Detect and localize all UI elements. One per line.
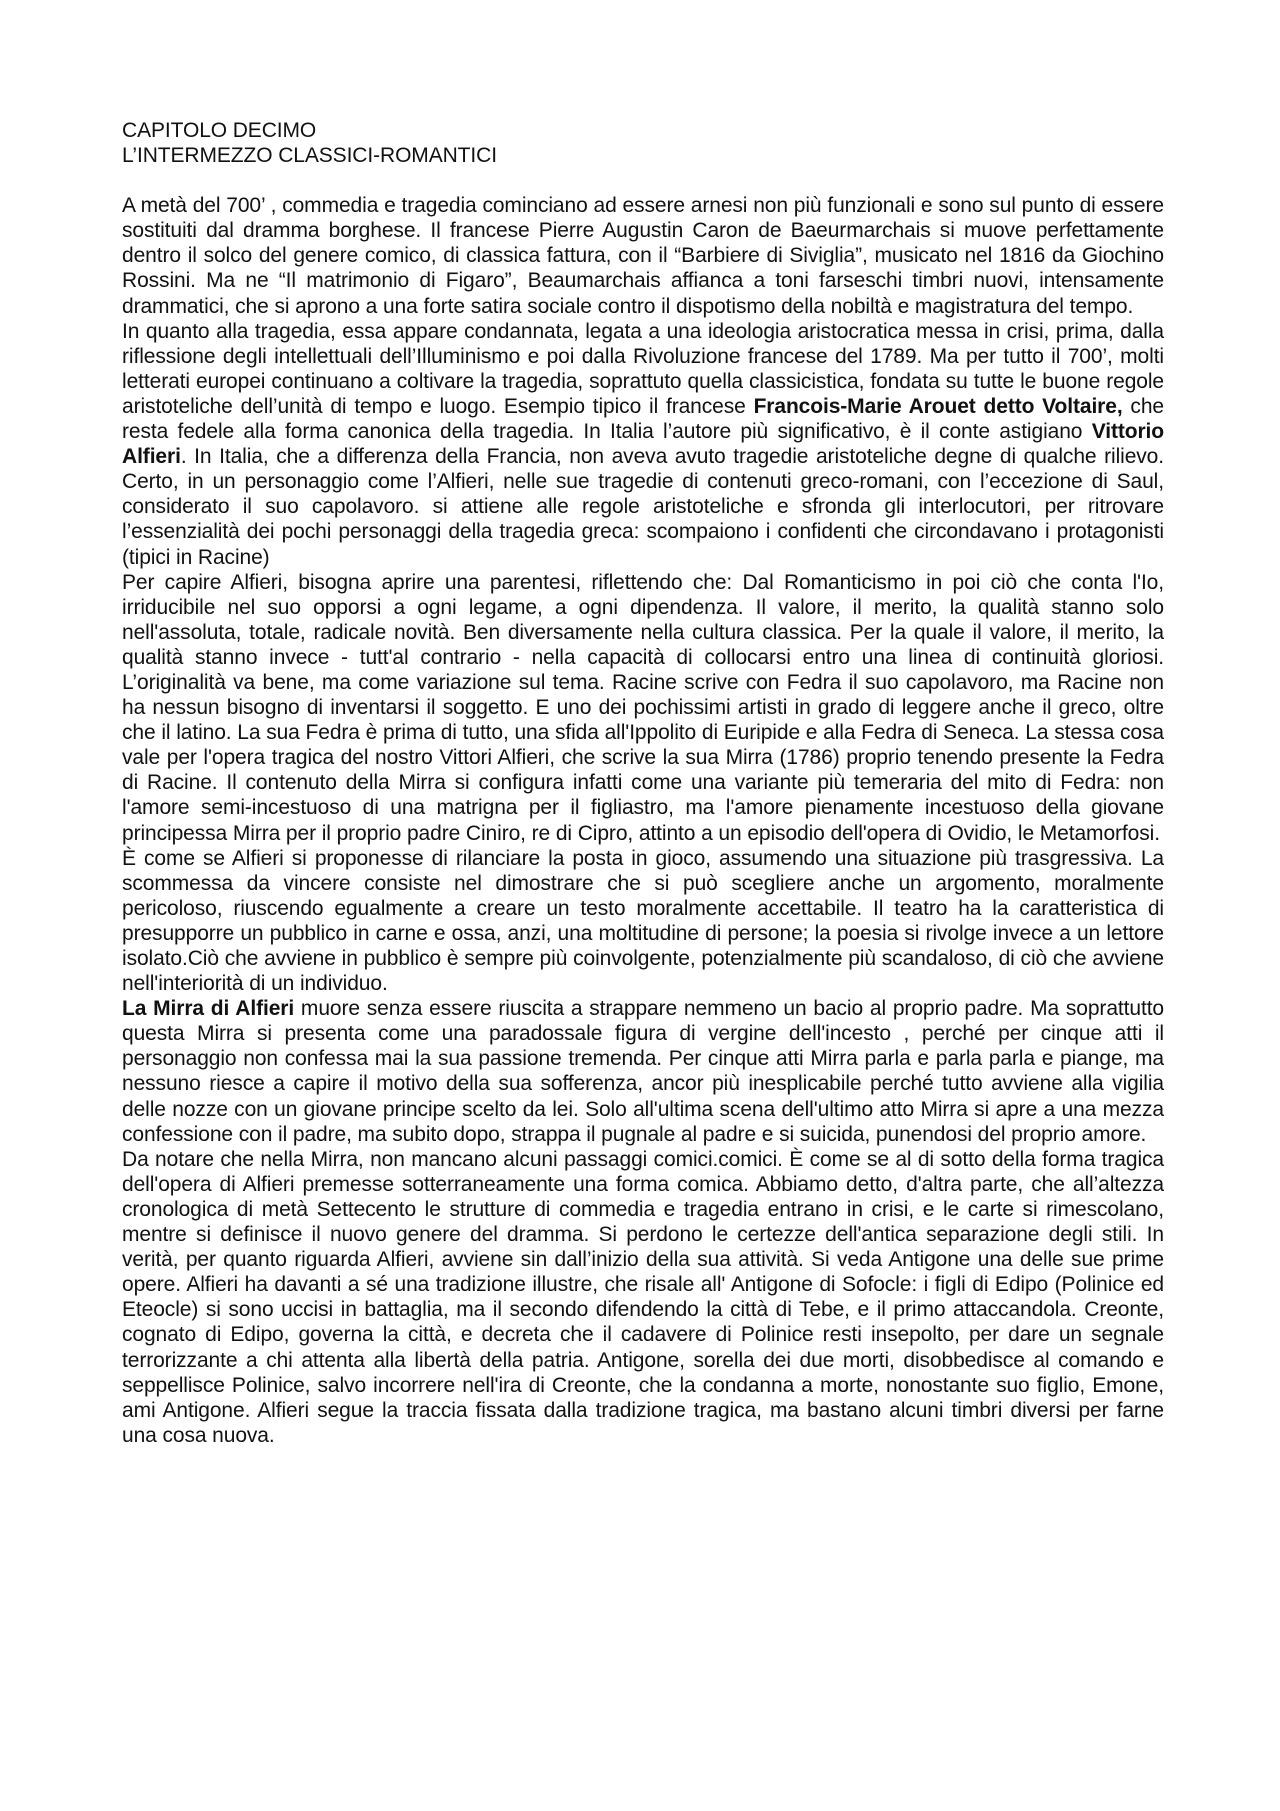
chapter-title: L’INTERMEZZO CLASSICI-ROMANTICI: [122, 144, 497, 168]
paragraph-comici: [122, 1147, 1164, 1448]
bold-name-voltaire: Francois-Marie Arouet detto Voltaire,: [753, 394, 1123, 418]
paragraph-text: che resta fedele alla forma canonica della tragedia. In Italia l’autore più significativo, è il conte astigiano: [122, 394, 1164, 444]
bold-mirra-di-alfieri: La Mirra di Alfieri: [122, 997, 295, 1021]
paragraph-text: A metà del 700’ , commedia e tragedia cominciano ad essere arnesi non più funzionali e sono sul punto di essere sostituiti dal dramma borghese. Il francese Pierre Augustin Caron de Baeurmarchais si muove perfettamente dentro il solco del genere comico, di classica fattura, con il “Barbiere di Siviglia”, musicato nel 1816 da Giochino Rossini. Ma ne “Il matrimonio di Figaro”, Beaumarchais affianca a toni farseschi timbri nuovi, intensamente drammatici, che si aprono a una forte satira sociale contro il dispotismo della nobiltà e magistratura del tempo.: [122, 194, 1164, 318]
paragraph-romanticismo: [122, 570, 1164, 846]
paragraph-text: muore senza essere riuscita a strappare nemmeno un bacio al proprio padre. Ma soprattutto questa Mirra si presenta come una paradossale figura di vergine dell'incesto , perché per cinque atti il personaggio non confessa mai la sua passione tremenda. Per cinque atti Mirra parla e parla parla e piange, ma nessuno riesce a capire il motivo della sua sofferenza, ancor più inesplicabile perché tutto avviene alla vigilia delle nozze con un giovane principe scelto da lei. Solo all'ultima scena dell'ultimo atto Mirra si apre a una mezza confessione con il padre, ma subito dopo, strappa il pugnale al padre e si suicida, punendosi del proprio amore.: [122, 997, 1165, 1146]
paragraph-text: In quanto alla tragedia, essa appare condannata, legata a una ideologia aristocratica messa in crisi, prima, dalla riflessione degli intellettuali dell’Illuminismo e poi dalla Rivoluzione francese del 1789. Ma per tutto il 700’, molti letterati europei continuano a coltivare la tragedia, soprattuto quella classicistica, fondata su tutte le buone regole aristoteliche dell’unità di tempo e luogo. Esempio tipico il francese: [122, 319, 1164, 418]
paragraph-tragedia: [122, 319, 1164, 570]
chapter-heading: [122, 118, 1164, 168]
paragraph-text: Da notare che nella Mirra, non mancano alcuni passaggi comici.comici. È come se al di sotto della forma tragica dell'opera di Alfieri premesse sotterraneamente una forma comica. Abbiamo detto, d'altra parte, che all’altezza cronologica di metà Settecento le strutture di commedia e tragedia entrano in crisi, e le carte si rimescolano, mentre si definisce il nuovo genere del dramma. Si perdono le certezze dell'antica separazione degli stili. In verità, per quanto riguarda Alfieri, avviene sin dall’inizio della sua attività. Si veda Antigone una delle sue prime opere. Alfieri ha davanti a sé una tradizione illustre, che risale all' Antigone di Sofocle: i figli di Edipo (Polinice ed Eteocle) si sono uccisi in battaglia, ma il secondo difendendo la città di Tebe, e il primo attaccandola. Creonte, cognato di Edipo, governa la città, e decreta che il cadavere di Polinice resti insepolto, per dare un segnale terrorizzante a chi attenta alla libertà della patria. Antigone, sorella dei due morti, disobbedisce al comando e seppellisce Polinice, salvo incorrere nell'ira di Creonte, che la condanna a morte, nonostante suo figlio, Emone, ami Antigone. Alfieri segue la traccia fissata dalla tradizione tragica, ma bastano alcuni timbri diversi per farne una cosa nuova.: [122, 1147, 1164, 1447]
paragraph-text: È come se Alfieri si proponesse di rilanciare la posta in gioco, assumendo una situazione più trasgressiva. La scommessa da vincere consiste nel dimostrare che si può scegliere anche un argomento, moralmente pericoloso, riuscendo egualmente a creare un testo moralmente accettabile. Il teatro ha la caratteristica di presupporre un pubblico in carne e ossa, anzi, una moltitudine di persone; la poesia si rivolge invece a un lettore isolato.Ciò che avviene in pubblico è sempre più coinvolgente, potenzialmente più scandaloso, di ciò che avviene nell'interiorità di un individuo.: [122, 846, 1164, 996]
paragraph-text: . In Italia, che a differenza della Francia, non aveva avuto tragedie aristoteliche degne di qualche rilievo. Certo, in un personaggio come l’Alfieri, nelle sue tragedie di contenuti greco-romani, con l’eccezione di Saul, considerato il suo capolavoro. si attiene alle regole aristoteliche e sfronda gli interlocutori, per ritrovare l’essenzialità dei pochi personaggi della tragedia greca: scompaiono i confidenti che circondavano i protagonisti (tipici in Racine): [122, 445, 1164, 569]
chapter-number-title: CAPITOLO DECIMO: [122, 119, 317, 142]
paragraph-mirra: [122, 996, 1164, 1147]
paragraph-beaumarchais: [122, 193, 1164, 318]
paragraph-text: Per capire Alfieri, bisogna aprire una parentesi, riflettendo che: Dal Romanticismo in poi ciò che conta l'Io, irriducibile nel suo opporsi a ogni legame, a ogni dipendenza. Il valore, il merito, la qualità stanno solo nell'assoluta, totale, radicale novità. Ben diversamente nella cultura classica. Per la quale il valore, il merito, la qualità stanno invece - tutt'al contrario - nella capacità di collocarsi entro una linea di continuità gloriosi. L’originalità va bene, ma come variazione sul tema. Racine scrive con Fedra il suo capolavoro, ma Racine non ha nessun bisogno di inventarsi il soggetto. E uno dei pochissimi artisti in grado di leggere anche il greco, oltre che il latino. La sua Fedra è prima di tutto, una sfida all'Ippolito di Euripide e alla Fedra di Seneca. La stessa cosa vale per l'opera tragica del nostro Vittori Alfieri, che scrive la sua Mirra (1786) proprio tenendo presente la Fedra di Racine. Il contenuto della Mirra si configura infatti come una variante più temeraria del mito di Fedra: non l'amore semi-incestuoso di una matrigna per il figliastro, ma l'amore pienamente incestuoso della giovane principessa Mirra per il proprio padre Ciniro, re di Cipro, attinto a un episodio dell'opera di Ovidio, le Metamorfosi.: [122, 570, 1164, 845]
document-page: [122, 118, 1164, 1448]
bold-name-alfieri: Vittorio Alfieri: [122, 420, 1164, 469]
paragraph-trasgressiva: [122, 846, 1164, 997]
